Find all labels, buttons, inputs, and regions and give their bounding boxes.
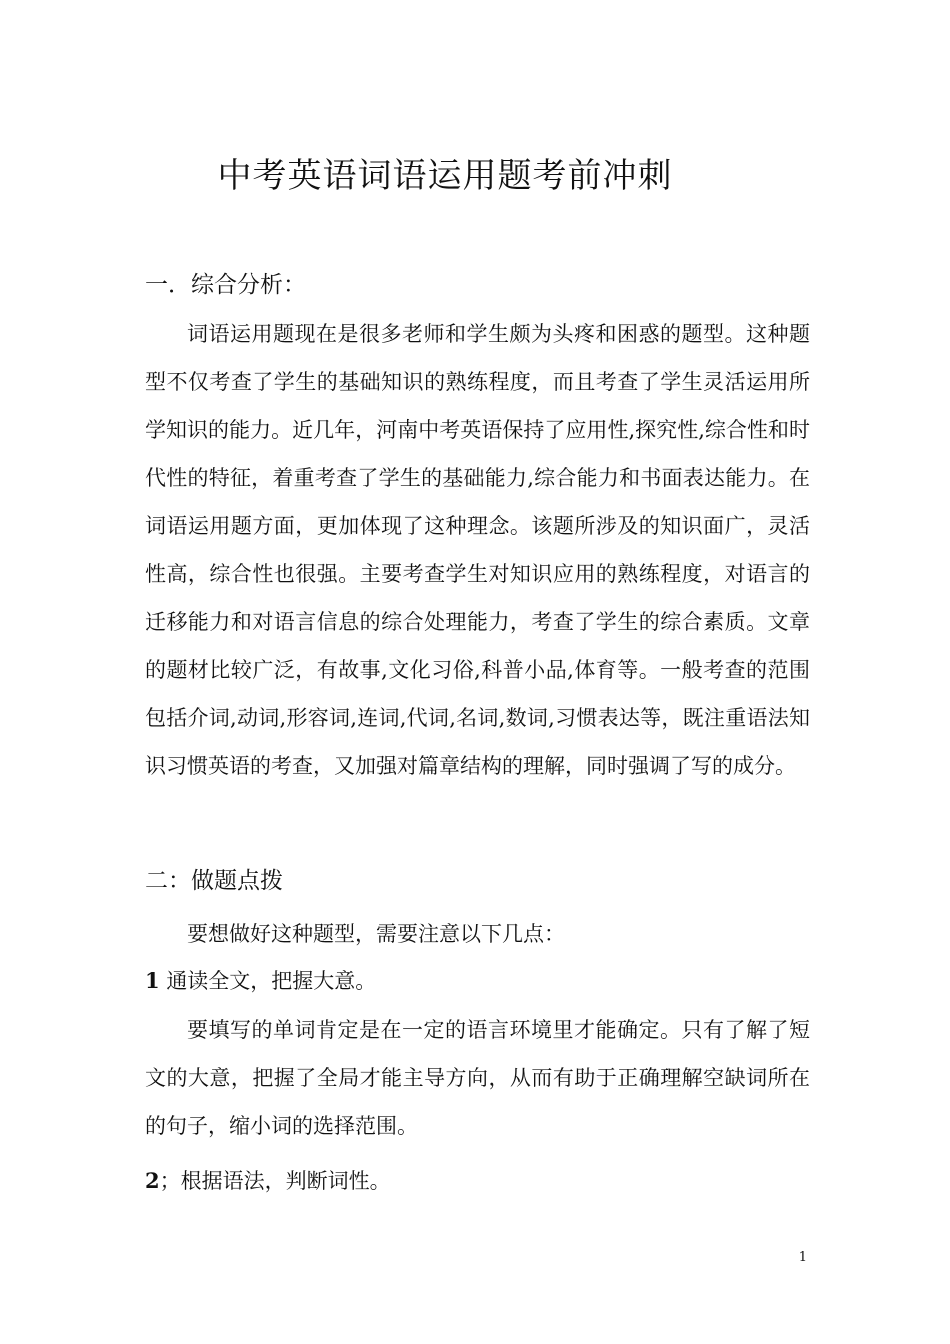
point-2 <box>145 1166 391 1196</box>
page-title: 中考英语词语运用题考前冲刺 <box>217 156 673 196</box>
section2-heading: 二：做题点拨 <box>145 868 283 894</box>
point-1 <box>145 966 376 996</box>
point-2-number: 2 <box>145 1168 160 1193</box>
point-1-number: 1 <box>145 968 160 993</box>
page-number: 1 <box>798 1250 807 1265</box>
section1-paragraph: 词语运用题现在是很多老师和学生颇为头疼和困惑的题型。这种题型不仅考查了学生的基础知识的熟练程度，而且考查了学生灵活运用所学知识的能力。近几年，河南中考英语保持了应用性,探究性,综合性和时代性的特征，着重考查了学生的基础能力,综合能力和书面表达能力。在词语运用题方面，更加体现了这种理念。该题所涉及的知识面广，灵活性高，综合性也很强。主要考查学生对知识应用的熟练程度，对语言的迁移能力和对语言信息的综合处理能力，考查了学生的综合素质。文章的题材比较广泛，有故事,文化习俗,科普小品,体育等。一般考查的范围包括介词,动词,形容词,连词,代词,名词,数词,习惯表达等，既注重语法知识习惯英语的考查，又加强对篇章结构的理解，同时强调了写的成分。 <box>145 322 810 778</box>
point-1-text: 通读全文，把握大意。 <box>166 969 377 993</box>
point-1-paragraph: 要填写的单词肯定是在一定的语言环境里才能确定。只有了解了短文的大意，把握了全局才能主导方向，从而有助于正确理解空缺词所在的句子，缩小词的选择范围。 <box>145 1018 810 1138</box>
point-2-text: ；根据语法，判断词性。 <box>159 1169 391 1193</box>
section1-heading: 一．综合分析： <box>145 272 306 298</box>
section2-intro: 要想做好这种题型，需要注意以下几点： <box>187 922 565 946</box>
